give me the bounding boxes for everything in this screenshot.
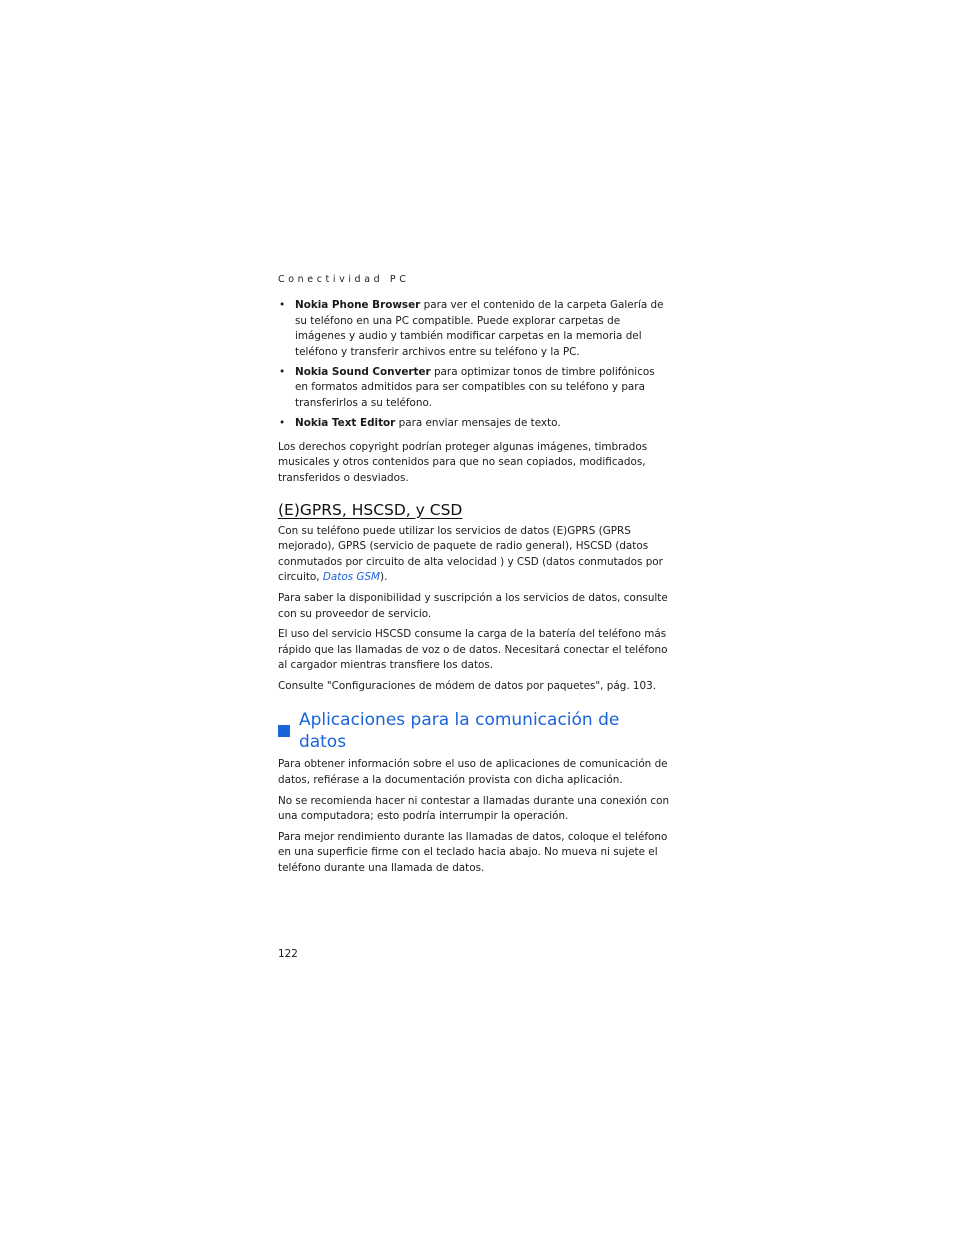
list-item [278,298,670,360]
datos-gsm-link[interactable]: Datos GSM [322,571,381,584]
running-header: Conectividad PC [278,274,410,285]
square-bullet-icon [278,725,290,737]
apps-paragraph-1: Para obtener información sobre el uso de aplicaciones de comunicación de datos, refiérase a la documentación provista con dicha aplicación. [278,758,668,787]
bullet-text: para ver el contenido de la carpeta Galería de su teléfono en una PC compatible. Puede explorar carpetas de imágenes y audio y también modificar carpetas en la memoria del teléfono y transferir archivos entre su teléfono y la PC. [295,299,664,358]
gprs-p1-end: ). [380,571,388,584]
bullet-text: para optimizar tonos de timbre polifónicos en formatos admitidos para ser compatibles con su teléfono y para transferirlos a su teléfono. [295,365,655,410]
page-number: 122 [278,948,298,960]
bullet-list [278,298,670,432]
list-item [278,365,670,412]
bullet-icon: • [279,365,286,378]
section-heading-apps-text: Aplicaciones para la comunicación de datos [298,710,620,753]
page-content [278,298,670,882]
gprs-paragraph-2: Para saber la disponibilidad y suscripción a los servicios de datos, consulte con su proveedor de servicio. [278,591,668,620]
gprs-paragraph-3: El uso del servicio HSCSD consume la carga de la batería del teléfono más rápido que las llamadas de voz o de datos. Necesitará conectar el teléfono al cargador mientras transfiere los datos. [278,628,668,672]
copyright-paragraph: Los derechos copyright podrían proteger algunas imágenes, timbrados musicales y otros contenidos para que no sean copiados, modificados, transferidos o desviados. [278,440,648,484]
list-item [278,416,670,432]
bullet-term: Nokia Sound Converter [295,365,431,378]
section-heading-gprs: (E)GPRS, HSCSD, y CSD [278,500,463,519]
bullet-icon: • [279,417,286,430]
bullet-text: para enviar mensajes de texto. [395,417,561,430]
bullet-term: Nokia Phone Browser [295,299,421,311]
gprs-paragraph-4: Consulte "Configuraciones de módem de datos por paquetes", pág. 103. [278,679,657,692]
apps-paragraph-3: Para mejor rendimiento durante las llamadas de datos, coloque el teléfono en una superficie firme con el teclado hacia abajo. No mueva ni sujete el teléfono durante una llamada de datos. [278,830,668,875]
bullet-icon: • [279,299,286,311]
bullet-term: Nokia Text Editor [295,417,396,430]
section-heading-apps [278,709,670,753]
gprs-paragraph-1 [278,524,670,586]
apps-paragraph-2: No se recomienda hacer ni contestar a llamadas durante una conexión con una computadora; esto podría interrumpir la operación. [278,794,670,823]
gprs-p1-text: Con su teléfono puede utilizar los servicios de datos (E)GPRS (GPRS mejorado), GPRS (servicio de paquete de radio general), HSCSD (datos conmutados por circuito de alta velocidad ) y CSD (datos conmutados por circuito, [278,524,663,584]
